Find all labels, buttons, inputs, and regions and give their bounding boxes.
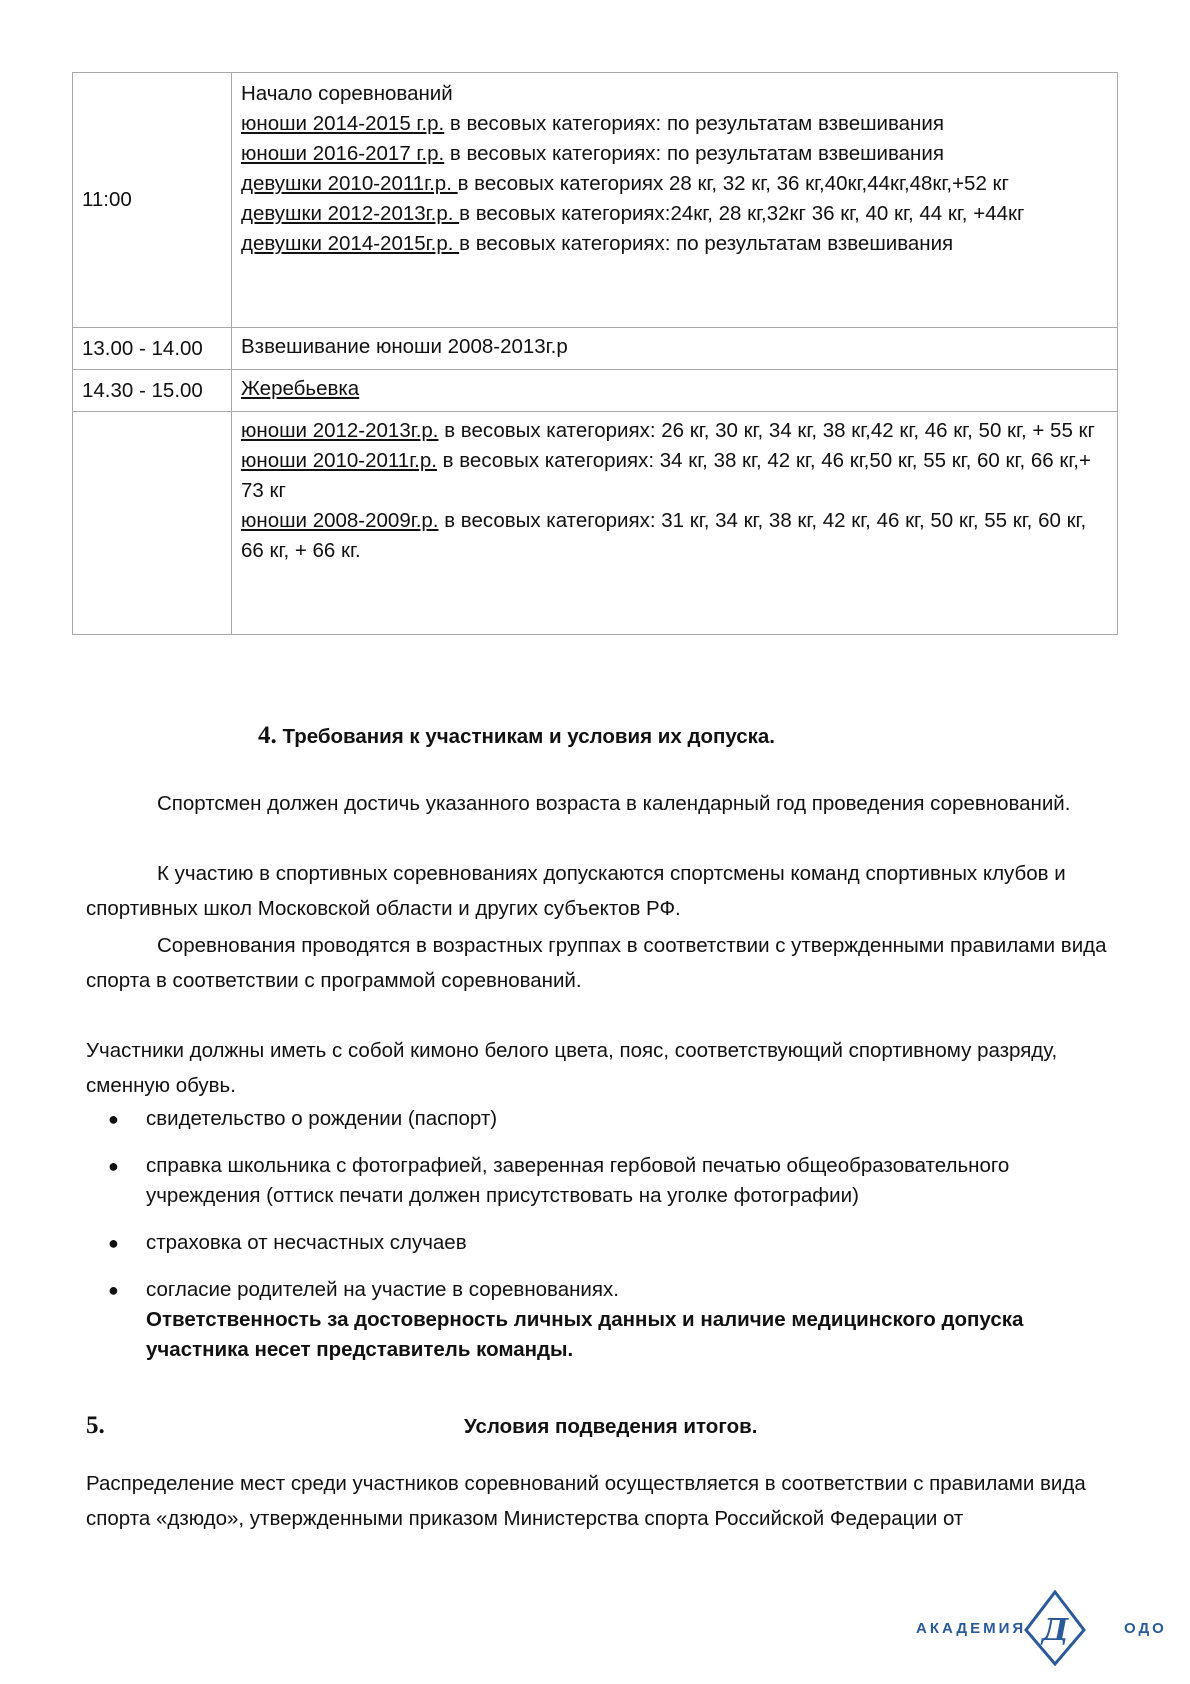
dynamo-emblem-icon [1024,1590,1086,1666]
paragraph: Участники должны иметь с собой кимоно белого цвета, пояс, соответствующий спортивному разряду, сменную обувь. [86,1039,1058,1097]
bullet-icon: ● [108,1109,119,1129]
row-line: юноши 2016-2017 г.р. в весовых категориях: по результатам взвешивания [241,142,944,165]
table-row [73,73,1118,328]
required-documents-list [86,1104,1086,1365]
time-cell: 11:00 [73,73,232,328]
paragraph: Спортсмен должен достичь указанного возраста в календарный год проведения соревнований. [157,792,1071,815]
bullet-icon: ● [108,1280,119,1300]
table-row [73,370,1118,412]
schedule-table [72,72,1118,635]
section-number: 5. [86,1412,105,1439]
paragraph: Распределение мест среди участников соревнований осуществляется в соответствии с правилами вида спорта «дзюдо», утвержденными приказом Министерства спорта Российской Федерации от [86,1472,1086,1530]
list-item: ● свидетельство о рождении (паспорт) [86,1104,1086,1134]
time-cell [73,412,232,635]
list-item: ● страховка от несчастных случаев [86,1228,1086,1258]
responsibility-note: Ответственность за достоверность личных данных и наличие медицинского допуска участника несет представитель команды. [146,1308,1024,1361]
description-cell: Жеребьевка [232,370,1118,412]
logo-text-left: АКАДЕМИЯ [916,1620,1027,1637]
weight-category-item: юноши 2012-2013г.р. в весовых категориях: 26 кг, 30 кг, 34 кг, 38 кг,42 кг, 46 кг, 50 кг, + 55 кг [241,419,1095,442]
description-cell [232,73,1118,328]
weight-category-item: юноши 2008-2009г.р. в весовых категориях: 31 кг, 34 кг, 38 кг, 42 кг, 46 кг, 50 кг, 55 кг, 60 кг, 66 кг, + 66 кг. [241,509,1087,562]
row-line: юноши 2014-2015 г.р. в весовых категориях: по результатам взвешивания [241,112,944,135]
row-line: девушки 2014-2015г.р. в весовых категориях: по результатам взвешивания [241,232,954,255]
description-cell: Взвешивание юноши 2008-2013г.р [232,328,1118,370]
logo-text-right: ОДО [1124,1620,1167,1637]
paragraph: Соревнования проводятся в возрастных группах в соответствии с утвержденными правилами вида спорта в соответствии с программой соревнований. [86,934,1107,992]
academy-logo [916,1590,1166,1670]
section-4-heading [258,722,775,750]
row-line: Начало соревнований [241,82,453,105]
paragraph: К участию в спортивных соревнованиях допускаются спортсмены команд спортивных клубов и спортивных школ Московской области и других субъектов РФ. [86,862,1066,920]
table-row [73,412,1118,635]
time-cell: 13.00 - 14.00 [73,328,232,370]
time-cell: 14.30 - 15.00 [73,370,232,412]
section-5-title: Условия подведения итогов. [464,1415,758,1438]
row-line: девушки 2010-2011г.р. в весовых категориях 28 кг, 32 кг, 36 кг,40кг,44кг,48кг,+52 кг [241,172,1009,195]
list-item: ● справка школьника с фотографией, заверенная гербовой печатью общеобразовательного учреждения (оттиск печати должен присутствовать на уголке фотографии) [86,1151,1086,1211]
table-row [73,328,1118,370]
list-item: ● согласие родителей на участие в соревнованиях. Ответственность за достоверность личных данных и наличие медицинского допуска участника несет представитель команды. [86,1275,1086,1365]
weight-category-item: юноши 2010-2011г.р. в весовых категориях: 34 кг, 38 кг, 42 кг, 46 кг,50 кг, 55 кг, 60 кг, 66 кг,+ 73 кг [241,449,1091,502]
section-title: Требования к участникам и условия их допуска. [282,725,776,748]
bullet-icon: ● [108,1156,119,1176]
section-number: 4. [258,722,277,749]
row-line: девушки 2012-2013г.р. в весовых категориях:24кг, 28 кг,32кг 36 кг, 40 кг, 44 кг, +44кг [241,202,1025,225]
bullet-icon: ● [108,1233,119,1253]
description-cell [232,412,1118,635]
svg-text:Д: Д [1041,1613,1069,1648]
